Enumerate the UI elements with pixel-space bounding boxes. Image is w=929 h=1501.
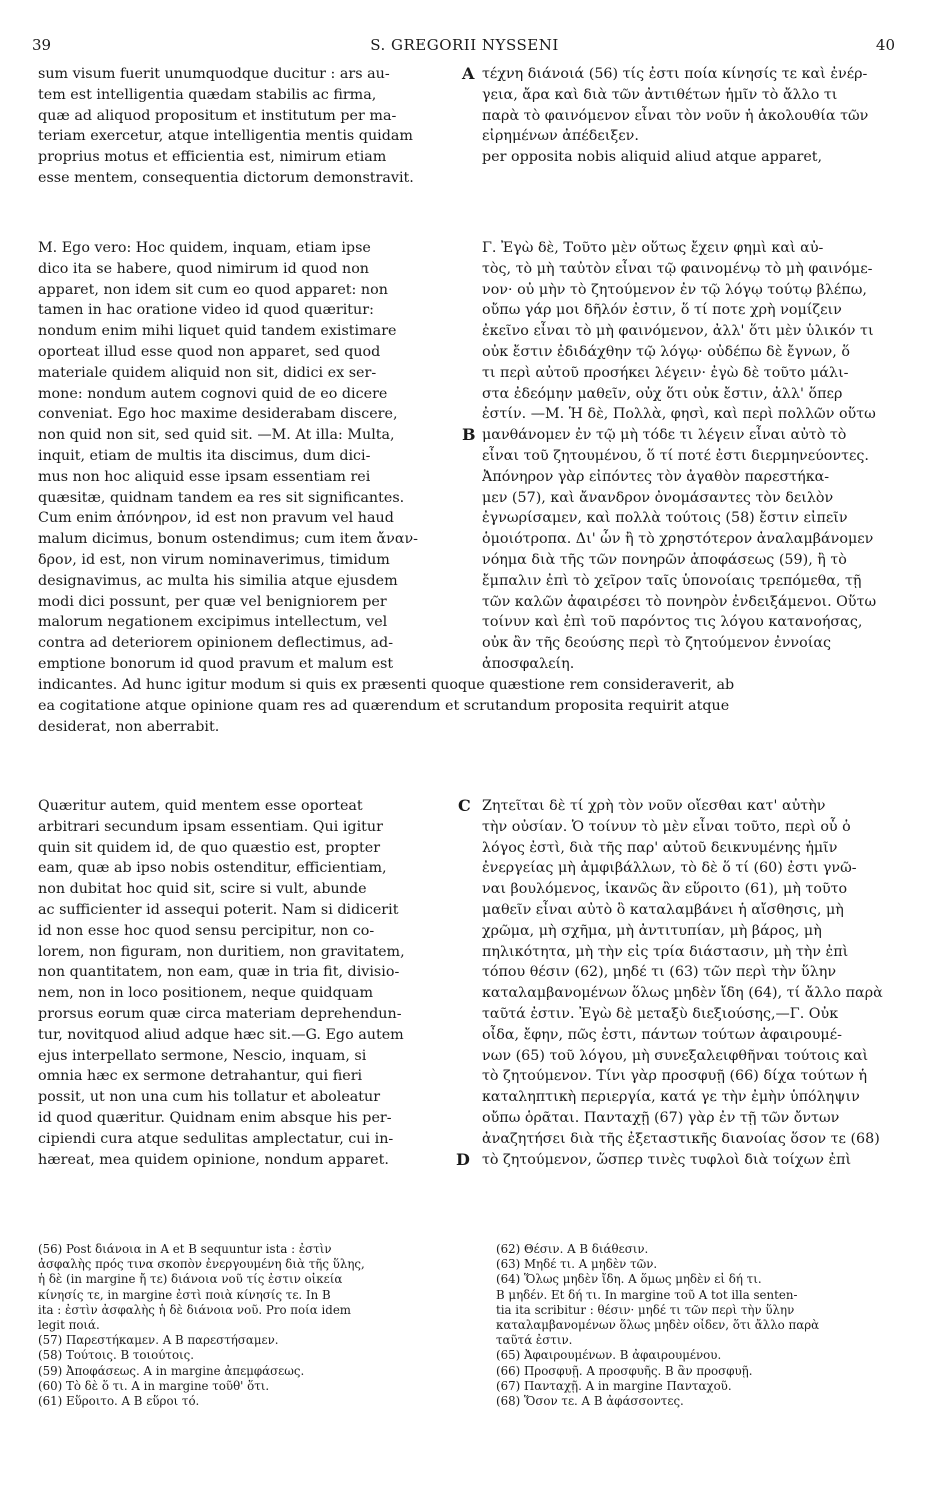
greek-column-block-2 <box>482 238 894 675</box>
latin-column-block-1 <box>38 64 456 189</box>
text-line: (61) Εὕροιτο. A B εὕροι τό. <box>38 1394 200 1409</box>
text-line: εἰρημένων ἀπέδειξεν. <box>482 128 639 145</box>
text-line: materiale quidem aliquid non sit, didici ex ser- <box>38 364 377 381</box>
section-marker-b: B <box>462 425 476 444</box>
text-line: ἀποσφαλείη. <box>482 655 575 672</box>
text-line: νων (65) τοῦ λόγου, μὴ συνεξαλειφθῆναι τούτοις καὶ <box>482 1047 869 1064</box>
text-line: (67) Πανταχῇ. A in margine Πανταχοῦ. <box>496 1378 732 1393</box>
text-line: designavimus, ac multa his similia atque ejusdem <box>38 572 398 589</box>
text-line: μεν (57), καὶ ἄνανδρον ὀνομάσαντες τὸν δειλὸν <box>482 489 834 506</box>
text-line: ἐγνωρίσαμεν, καὶ πολλὰ τούτοις (58) ἔστιν εἰπεῖν <box>482 510 848 527</box>
text-line: dico ita se habere, quod nimirum id quod non <box>38 260 370 277</box>
section-marker-a: A <box>462 64 475 83</box>
section-marker-c: C <box>458 796 471 815</box>
greek-column-block-3 <box>482 796 894 1170</box>
text-line: δρον, id est, non virum nominaverimus, timidum <box>38 551 390 568</box>
text-line: nem, non in loco positionem, neque quidquam <box>38 985 374 1002</box>
text-line: tia ita scribitur : θέσιν· μηδέ τι τῶν περὶ τὴν ὕλην <box>496 1302 795 1317</box>
text-line: ναι βουλόμενος, ἱκανῶς ἂν εὕροιτο (61), μὴ τοῦτο <box>482 881 848 898</box>
text-line: non quid non sit, sed quid sit. —M. At illa: Multa, <box>38 427 395 444</box>
latin-column-block-3 <box>38 796 456 1170</box>
text-line: id non esse hoc quod sensu percipitur, non co- <box>38 922 375 939</box>
text-line: (62) Θέσιν. A B διάθεσιν. <box>496 1242 649 1256</box>
text-line: ejus interpellato sermone, Nescio, inquam, si <box>38 1047 367 1064</box>
text-line: proprius motus et efficientia est, nimirum etiam <box>38 149 387 166</box>
text-line: contra ad deteriorem opinionem deflectimus, ad- <box>38 635 394 652</box>
text-line: tur, novitquod aliud adque hæc sit.—G. Ego autem <box>38 1026 404 1043</box>
text-line: legit ποιά. <box>38 1318 100 1333</box>
text-line: οὐκ ἔστιν ἐδιδάχθην τῷ λόγῳ· οὐδέπω δὲ ἔγνων, ὅ <box>482 343 850 360</box>
text-line: quæ ad aliquod propositum et institutum per ma- <box>38 107 397 124</box>
text-line: teriam exercetur, atque intelligentia mentis quidam <box>38 128 413 145</box>
text-line: (64) Ὅλως μηδὲν ἴδη. A ὅμως μηδὲν εἰ δή τι. <box>496 1272 762 1287</box>
text-line: Quæritur autem, quid mentem esse oporteat <box>38 798 363 814</box>
text-line: (57) Παρεστήκαμεν. A B παρεστήσαμεν. <box>38 1333 279 1348</box>
text-line: Cum enim ἀπόνηρον, id est non pravum vel haud <box>38 510 394 527</box>
text-line: indicantes. Ad hunc igitur modum si quis ex præsenti quoque quæstione rem consideraverit, ab <box>38 677 735 693</box>
text-line: οὐκ ἂν τῆς δεούσης περὶ τὸ ζητούμενον ἐννοίας <box>482 635 831 652</box>
text-line: Ἀπόνηρον γὰρ εἰπόντες τὸν ἀγαθὸν παρεστήκα- <box>482 468 830 485</box>
text-line: τὴν οὐσίαν. Ὁ τοίνυν τὸ μὲν εἶναι τοῦτο, περὶ οὗ ὁ <box>482 818 851 835</box>
text-line: χρῶμα, μὴ σχῆμα, μὴ ἀντιτυπίαν, μὴ βάρος, μὴ <box>482 922 822 939</box>
text-line: μανθάνομεν ἐν τῷ μὴ τόδε τι λέγειν εἶναι αὐτὸ τὸ <box>482 427 847 444</box>
text-line: παρὰ τὸ φαινόμενον εἶναι τὸν νοῦν ἡ ἀκολουθία τῶν <box>482 107 869 124</box>
text-line: (58) Τούτοις. B τοιούτοις. <box>38 1348 195 1363</box>
running-header <box>0 36 929 60</box>
footnotes-right <box>496 1242 896 1409</box>
text-line: modi dici possunt, per quæ vel benigniorem per <box>38 593 387 610</box>
text-line: γεια, ἄρα καὶ διὰ τῶν ἀντιθέτων ἡμῖν τὸ ἄλλο τι <box>482 86 838 103</box>
text-line: ἐνεργείας μὴ ἀμφιβάλλων, τὸ δὲ ὅ τί (60) ἐστι γνῶ- <box>482 860 857 877</box>
text-line: ταῦτά ἐστιν. <box>496 1333 573 1348</box>
text-line: οἶδα, ἔφην, πῶς ἐστι, πάντων τούτων ἀφαιρουμέ- <box>482 1026 842 1043</box>
text-line: malum dicimus, bonum ostendimus; cum item ἄναν- <box>38 531 418 548</box>
text-line: (65) Ἀφαιρουμένων. B ἀφαιρουμένου. <box>496 1348 722 1363</box>
text-line: στα ἐδεόμην μαθεῖν, οὐχ ὅτι οὐκ ἔστιν, ἀλλ' ὅπερ <box>482 385 843 402</box>
text-line: τέχνη διάνοιά (56) τίς ἐστι ποία κίνησίς τε καὶ ἐνέρ- <box>482 66 868 82</box>
text-line: πηλικότητα, μὴ τὴν εἰς τρία διάστασιν, μὴ τὴν ἐπὶ <box>482 943 849 960</box>
text-line: non quantitatem, non eam, quæ in tria fit, divisio- <box>38 964 400 981</box>
text-line: νόημα διὰ τῆς τῶν πονηρῶν ἀποφάσεως (59), ἢ τὸ <box>482 551 847 568</box>
text-line: τῶν καλῶν ἀφαιρέσει τὸ πονηρὸν ἐνδειξάμενοι. Οὕτω <box>482 593 877 610</box>
text-line: per opposita nobis aliquid aliud atque apparet, <box>482 149 823 166</box>
text-line: tem est intelligentia quædam stabilis ac firma, <box>38 86 377 103</box>
text-line: apparet, non idem sit cum eo quod apparet: non <box>38 281 388 298</box>
text-line: malorum negationem excipimus intellectum, vel <box>38 614 388 631</box>
text-line: ἡ δὲ (in margine ἤ τε) διάνοια νοῦ τίς ἐστιν οἰκεία <box>38 1272 343 1287</box>
text-line: καταλαμβανομένων ὅλως μηδὲν οἶδεν, ὅτι ἄλλο παρὰ <box>496 1318 820 1333</box>
text-line: hæreat, mea quidem opinione, nondum apparet. <box>38 1151 389 1168</box>
text-line: τὸς, τὸ μὴ ταὐτὸν εἶναι τῷ φαινομένῳ τὸ μὴ φαινόμε- <box>482 260 873 277</box>
text-line: ἐκεῖνο εἶναι τὸ μὴ φαινόμενον, ἀλλ' ὅτι μὲν ὑλικόν τι <box>482 323 874 340</box>
text-line: μαθεῖν εἶναι αὐτὸ ὃ καταλαμβάνει ἡ αἴσθησις, μὴ <box>482 901 844 918</box>
text-line: τὸ ζητούμενον, ὥσπερ τινὲς τυφλοὶ διὰ τοίχων ἐπὶ <box>482 1151 852 1168</box>
text-line: τι περὶ αὐτοῦ προσήκει λέγειν· ἐγὼ δὲ τοῦτο μάλι- <box>482 364 849 381</box>
text-line: ὁμοιότροπα. Δι' ὧν ἢ τὸ χρηστότερον ἀναλαμβάνομεν <box>482 531 874 548</box>
text-line: ἐστίν. —Μ. Ἡ δὲ, Πολλὰ, φησὶ, καὶ περὶ πολλῶν οὕτω <box>482 406 876 423</box>
text-line: id quod quæritur. Quidnam enim absque his per- <box>38 1109 392 1126</box>
text-line: (66) Προσφυῇ. A προσφυῆς. B ἂν προσφυῇ. <box>496 1363 753 1378</box>
text-line: prorsus eorum quæ circa materiam deprehendun- <box>38 1005 402 1022</box>
text-line: κίνησίς τε, in margine ἐστὶ ποιὰ κίνησίς τε. In B <box>38 1287 331 1302</box>
text-line: ἀσφαλὴς πρός τινα σκοπὸν ἐνεργουμένη διὰ τῆς ὕλης, <box>38 1257 365 1272</box>
text-line: conveniat. Ego hoc maxime desiderabam discere, <box>38 406 398 423</box>
text-line: λόγος ἐστὶ, διὰ τῆς παρ' αὐτοῦ δεικνυμένης ἡμῖν <box>482 839 838 856</box>
text-line: eam, quæ ab ipso nobis ostenditur, efficientiam, <box>38 860 387 877</box>
text-line: tamen in hac oratione video id quod quæritur: <box>38 302 374 319</box>
text-line: quin sit quidem id, de quo quæstio est, propter <box>38 839 381 856</box>
greek-column-block-1 <box>482 64 894 168</box>
text-line: quæsitæ, quidnam tandem ea res sit significantes. <box>38 489 405 506</box>
running-title: S. GREGORII NYSSENI <box>370 36 559 54</box>
text-line: οὔπω ὁρᾶται. Πανταχῇ (67) γὰρ ἐν τῇ τῶν ὄντων <box>482 1109 840 1126</box>
text-line: cipiendi cura atque sedulitas amplectatur, cui in- <box>38 1130 394 1147</box>
text-line: sum visum fuerit unumquodque ducitur : ars au- <box>38 66 390 82</box>
text-line: νον· οὐ μὴν τὸ ζητούμενον ἐν τῷ λόγῳ τούτῳ βλέπω, <box>482 281 867 298</box>
text-line: desiderat, non aberrabit. <box>38 718 220 735</box>
text-line: οὔπω γάρ μοι δῆλόν ἐστιν, ὅ τί ποτε χρὴ νομίζειν <box>482 302 842 319</box>
text-line: mus non hoc aliquid esse ipsam essentiam rei <box>38 468 371 485</box>
text-line: arbitrari secundum ipsam essentiam. Qui igitur <box>38 818 383 835</box>
text-line: inquit, etiam de multis ita discimus, dum dici- <box>38 447 371 464</box>
section-marker-d: D <box>456 1150 470 1169</box>
text-line: Γ. Ἐγὼ δὲ, Τοῦτο μὲν οὕτως ἔχειν φημὶ καὶ αὐ- <box>482 240 824 256</box>
text-line: καταλαμβανομένων ὅλως μηδὲν ἴδη (64), τί ἄλλο παρὰ <box>482 985 883 1002</box>
text-line: (60) Τὸ δὲ ὅ τι. A in margine τοῦθ' ὅτι. <box>38 1378 270 1393</box>
text-line: non dubitat hoc quid sit, scire si vult, abunde <box>38 881 367 898</box>
text-line: possit, ut non una cum his tollatur et aboleatur <box>38 1089 381 1106</box>
page-number-left: 39 <box>32 36 52 54</box>
text-line: (56) Post διάνοια in A et B sequuntur ista : ἐστὶν <box>38 1242 332 1256</box>
text-line: (68) Ὅσον τε. A B ἀφάσσοντες. <box>496 1394 684 1409</box>
text-line: omnia hæc ex sermone detrahantur, qui fieri <box>38 1068 363 1085</box>
text-line: (63) Μηδέ τι. A μηδὲν τῶν. <box>496 1257 658 1272</box>
text-line: ἀναζητήσει διὰ τῆς ἐξεταστικῆς διανοίας ὅσον τε (68) <box>482 1130 880 1147</box>
text-line: mone: nondum autem cognovi quid de eo dicere <box>38 385 388 402</box>
text-line: καταληπτικὴ περιεργία, κατά γε τὴν ἐμὴν ὑπόληψιν <box>482 1089 860 1106</box>
full-width-paragraph <box>38 675 894 737</box>
footnotes-left <box>38 1242 456 1409</box>
text-line: esse mentem, consequentia dictorum demonstravit. <box>38 169 414 186</box>
text-line: ita : ἐστὶν ἀσφαλὴς ἡ δὲ διάνοια νοῦ. Pro ποία idem <box>38 1302 351 1317</box>
text-line: ἔμπαλιν ἐπὶ τὸ χεῖρον ταῖς ὑπονοίαις τρεπόμεθα, τῇ <box>482 572 862 589</box>
page-number-right: 40 <box>875 36 895 54</box>
text-line: Ζητεῖται δὲ τί χρὴ τὸν νοῦν οἴεσθαι κατ' αὐτὴν <box>482 798 826 814</box>
text-line: oporteat illud esse quod non apparet, sed quod <box>38 343 381 360</box>
text-line: τόπου θέσιν (62), μηδέ τι (63) τῶν περὶ τὴν ὕλην <box>482 964 837 981</box>
text-line: emptione bonorum id quod pravum et malum est <box>38 655 394 672</box>
text-line: nondum enim mihi liquet quid tandem existimare <box>38 323 397 340</box>
text-line: (59) Ἀποφάσεως. A in margine ἀπεμφάσεως. <box>38 1363 305 1378</box>
text-line: B μηδέν. Et δή τι. In margine τοῦ A tot illa senten- <box>496 1287 798 1302</box>
text-line: τοίνυν καὶ ἐπὶ τοῦ παρόντος τις λόγου κατανοήσας, <box>482 614 863 631</box>
text-line: M. Ego vero: Hoc quidem, inquam, etiam ipse <box>38 240 371 256</box>
text-line: ac sufficienter id assequi poterit. Nam si didicerit <box>38 901 399 918</box>
text-line: τὸ ζητούμενον. Τίνι γὰρ προσφυῇ (66) δίχα τούτων ἡ <box>482 1068 868 1085</box>
text-line: lorem, non figuram, non duritiem, non gravitatem, <box>38 943 405 960</box>
text-line: ea cogitatione atque opinione quam res ad quærendum et scrutandum proposita requirit atque <box>38 697 730 714</box>
latin-column-block-2 <box>38 238 456 675</box>
text-line: εἶναι τοῦ ζητουμένου, ὅ τί ποτέ ἐστι διερμηνεύοντες. <box>482 447 869 464</box>
text-line: ταῦτά ἐστιν. Ἐγὼ δὲ μεταξὺ διεξιούσης,—Γ. Οὐκ <box>482 1005 839 1022</box>
